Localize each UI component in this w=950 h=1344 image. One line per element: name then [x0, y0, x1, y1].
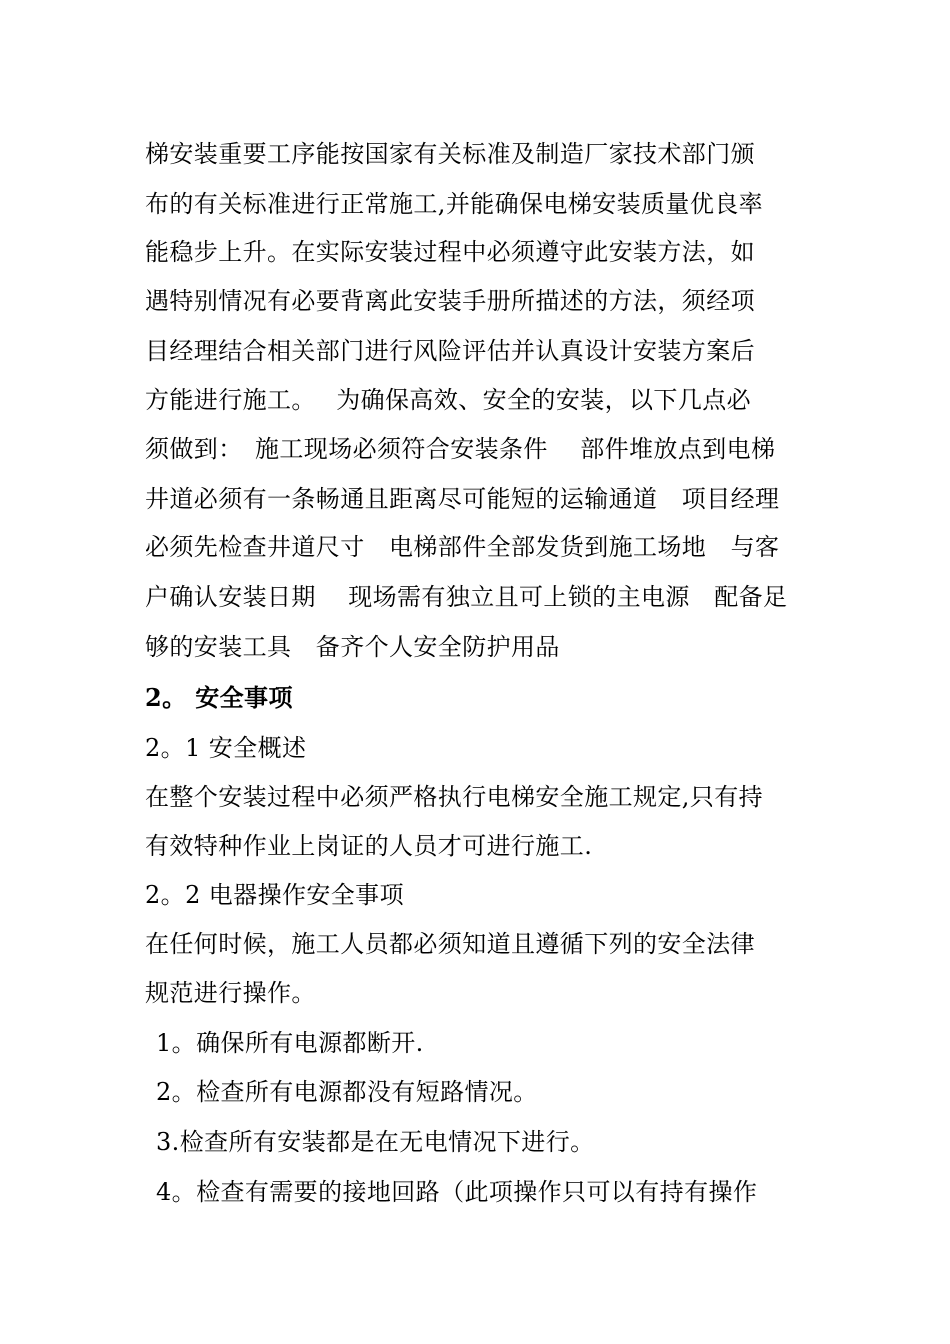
paragraph-line: 遇特别情况有必要背离此安装手册所描述的方法，须经项	[145, 287, 755, 315]
list-item: 1。确保所有电源都断开.	[156, 1029, 424, 1057]
paragraph-line: 梯安装重要工序能按国家有关标准及制造厂家技术部门颁	[145, 140, 755, 168]
paragraph-line: 规范进行操作。	[145, 979, 316, 1007]
paragraph-line: 有效特种作业上岗证的人员才可进行施工.	[145, 832, 593, 860]
paragraph-line: 在任何时候，施工人员都必须知道且遵循下列的安全法律	[145, 930, 755, 958]
paragraph-line: 户确认安装日期 现场需有独立且可上锁的主电源 配备足	[145, 583, 788, 611]
paragraph-line: 布的有关标准进行正常施工,并能确保电梯安装质量优良率	[145, 190, 764, 218]
paragraph-line: 能稳步上升。在实际安装过程中必须遵守此安装方法，如	[145, 238, 755, 266]
paragraph-line: 够的安装工具 备齐个人安全防护用品	[145, 633, 560, 661]
paragraph-line: 目经理结合相关部门进行风险评估并认真设计安装方案后	[145, 337, 755, 365]
list-item: 3.检查所有安装都是在无电情况下进行。	[156, 1128, 595, 1156]
list-item: 2。检查所有电源都没有短路情况。	[156, 1078, 538, 1106]
section-heading: 2。 安全事项	[145, 683, 293, 712]
paragraph-line: 必须先检查井道尺寸 电梯部件全部发货到施工场地 与客	[145, 533, 780, 561]
paragraph-line: 在整个安装过程中必须严格执行电梯安全施工规定,只有持	[145, 783, 764, 811]
subsection-heading: 2。2 电器操作安全事项	[145, 881, 404, 909]
list-item: 4。检查有需要的接地回路（此项操作只可以有持有操作	[156, 1178, 758, 1206]
paragraph-line: 须做到： 施工现场必须符合安装条件 部件堆放点到电梯	[145, 435, 776, 463]
paragraph-line: 井道必须有一条畅通且距离尽可能短的运输通道 项目经理	[145, 485, 780, 513]
paragraph-line: 方能进行施工。 为确保高效、安全的安装，以下几点必	[145, 386, 752, 414]
subsection-heading: 2。1 安全概述	[145, 734, 307, 762]
